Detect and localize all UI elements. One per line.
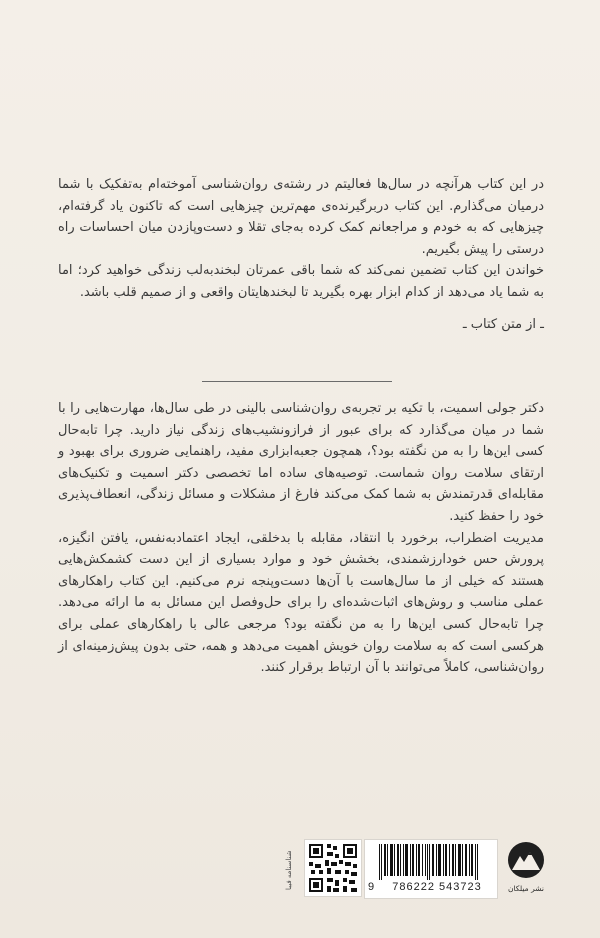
description-paragraph-2: مدیریت اضطراب، برخورد با انتقاد، مقابله با بدخلقی، ایجاد اعتمادبه‌نفس، یافتن انگیزه، پرورش حس خودارزشمندی، بخشش خود و موارد بسیاری از این دست کشمکش‌هایی هستند که خیلی از ما سال‌هاست با آن‌ها دست‌وپنجه نرم می‌کنیم. این کتاب راهکارهای عملی مناسب و روش‌های اثبات‌شده‌ای را برای حل‌وفصل این مسائل به ما ارائه می‌دهد. چرا تابه‌حال کسی این‌ها را به من نگفته بود؟ مرجعی عالی با راهکارهای عملی برای هرکسی است که به سلامت روان خویش اهمیت می‌دهد و همه، حتی بدون پیش‌زمینه‌ای از روان‌شناسی، کاملاً می‌توانند با آن ارتباط برقرار کنند.: [58, 530, 544, 676]
book-description: [58, 398, 544, 679]
description-paragraph-1: دکتر جولی اسمیت، با تکیه بر تجربه‌ی روان‌شناسی بالینی در طی سال‌ها، مهارت‌هایی را با شما در میان می‌گذارد که برای عبور از فرازونشیب‌های زندگی نیاز دارید. چرا تابه‌حال کسی این‌ها را به من نگفته بود؟، همچون جعبه‌ابزاری مفید، راهنمایی ضروری برای بهبود و ارتقای سلامت روان شماست. توصیه‌های ساده اما تخصصی دکتر اسمیت و تکنیک‌های مقابله‌ای قدرتمندش به شما کمک می‌کند فارغ از مشکلات و مسائل زندگی، انعطاف‌پذیری خود را حفظ کنید.: [58, 401, 544, 524]
excerpt-source: ـ از متن کتاب ـ: [462, 316, 544, 332]
excerpt-paragraph-1: در این کتاب هرآنچه در سال‌ها فعالیتم در رشته‌ی روان‌شناسی آموخته‌ام به‌تفکیک با شما درمیان می‌گذارم. این کتاب دربرگیرنده‌ی مهم‌ترین چیزهایی است که تاکنون یاد گرفته‌ام، چیزهایی که به خودم و مراجعانم کمک کرده به‌جای تقلا و دست‌وپازدن میان احساسات راه درستی را پیش بگیریم.: [58, 177, 544, 257]
mountain-logo-icon: [504, 840, 548, 884]
barcode-icon: [365, 840, 497, 880]
qr-caption: شناسنامه فیبا: [285, 850, 293, 890]
isbn-number: 786222 543723: [392, 881, 482, 893]
qr-code-icon: [305, 840, 361, 896]
excerpt-paragraph-2: خواندن این کتاب تضمین نمی‌کند که شما باقی عمرتان لبخندبه‌لب زندگی خواهید کرد؛ اما به شما یاد می‌دهد از کدام ابزار بهره بگیرید تا لبخندهایتان واقعی و از صمیم قلب باشد.: [58, 263, 544, 300]
qr-code: [304, 839, 362, 897]
section-divider: [202, 381, 392, 382]
isbn-prefix: 9: [368, 881, 375, 893]
publisher-name: نشر میلکان: [508, 884, 544, 893]
excerpt-quote: [58, 174, 544, 335]
